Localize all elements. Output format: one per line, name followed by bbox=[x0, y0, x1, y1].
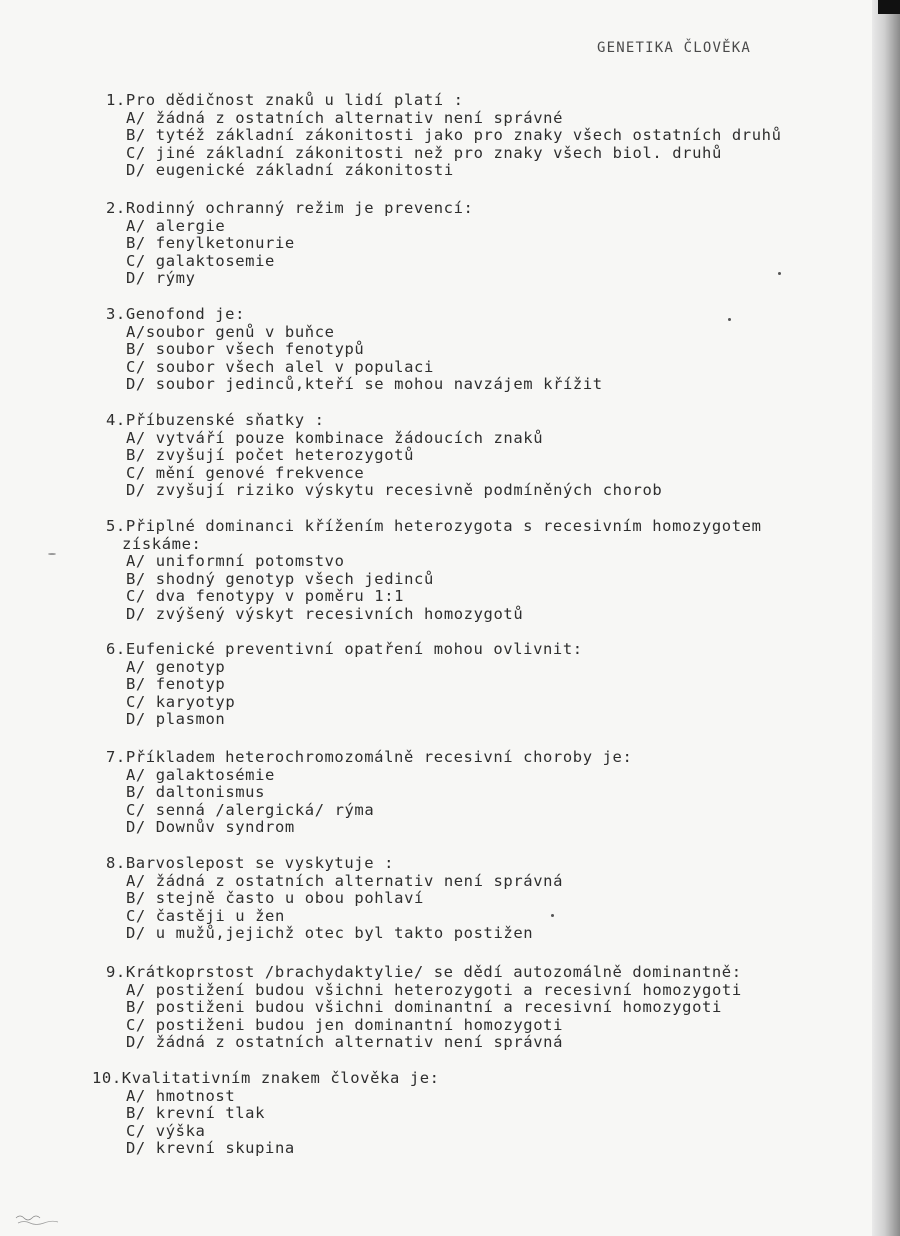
option-b: B/ fenotyp bbox=[126, 675, 226, 693]
scan-edge-shadow bbox=[872, 0, 900, 1236]
question-text-continued: získáme: bbox=[122, 534, 202, 553]
option-a: A/ alergie bbox=[126, 216, 226, 235]
question-8 bbox=[106, 855, 866, 943]
option-d: D/ u mužů,jejichž otec byl takto postižen bbox=[126, 924, 534, 942]
handwritten-mark-icon bbox=[14, 1212, 62, 1226]
option-c: C/ mění genové frekvence bbox=[126, 463, 365, 482]
option-b: B/ shodný genotyp všech jedinců bbox=[126, 569, 434, 588]
option-d: D/ zvyšují riziko výskytu recesivně podmíněných chorob bbox=[126, 481, 663, 499]
option-d: D/ žádná z ostatních alternativ není správná bbox=[126, 1033, 563, 1051]
question-3 bbox=[106, 306, 866, 394]
option-a: A/ postižení budou všichni heterozygoti a recesivní homozygoti bbox=[126, 980, 742, 999]
scan-speck bbox=[778, 272, 781, 275]
option-a: A/ žádná z ostatních alternativ není správná bbox=[126, 871, 563, 890]
question-text: 1.Pro dědičnost znaků u lidí platí : bbox=[106, 91, 464, 109]
option-c: C/ dva fenotypy v poměru 1:1 bbox=[126, 587, 405, 605]
option-a: A/ uniformní potomstvo bbox=[126, 552, 345, 570]
option-d: D/ zvýšený výskyt recesivních homozygotů bbox=[126, 604, 524, 623]
option-c: C/ postiženi budou jen dominantní homozygoti bbox=[126, 1015, 563, 1034]
question-4 bbox=[106, 412, 866, 500]
option-b: B/ stejně často u obou pohlaví bbox=[126, 889, 424, 907]
option-a: A/ genotyp bbox=[126, 657, 226, 676]
option-a: A/ galaktosémie bbox=[126, 765, 275, 784]
option-b: B/ zvyšují počet heterozygotů bbox=[126, 446, 415, 464]
question-5 bbox=[106, 518, 866, 623]
option-b: B/ soubor všech fenotypů bbox=[126, 340, 365, 358]
option-c: C/ výška bbox=[126, 1121, 206, 1140]
question-6 bbox=[106, 641, 866, 729]
option-b: B/ fenylketonurie bbox=[126, 234, 295, 252]
option-c: C/ jiné základní zákonitosti než pro znaky všech biol. druhů bbox=[126, 143, 722, 162]
question-text: 10.Kvalitativním znakem člověka je: bbox=[92, 1069, 440, 1087]
option-a: A/soubor genů v buňce bbox=[126, 322, 335, 341]
scan-corner-mark bbox=[878, 0, 900, 14]
option-a: A/ žádná z ostatních alternativ není správné bbox=[126, 108, 563, 127]
option-d: D/ soubor jedinců,kteří se mohou navzájem křížit bbox=[126, 375, 603, 393]
option-c: C/ soubor všech alel v populaci bbox=[126, 357, 434, 376]
question-text: 4.Příbuzenské sňatky : bbox=[106, 411, 325, 429]
scan-speck bbox=[551, 914, 554, 917]
option-b: B/ tytéž základní zákonitosti jako pro znaky všech ostatních druhů bbox=[126, 126, 782, 144]
question-2 bbox=[106, 200, 866, 288]
question-text: 5.Připlné dominanci křížením heterozygota s recesivním homozygotem bbox=[106, 517, 762, 535]
question-9 bbox=[106, 964, 866, 1052]
page-title: GENETIKA ČLOVĚKA bbox=[597, 40, 752, 56]
option-c: C/ galaktosemie bbox=[126, 251, 275, 270]
option-a: A/ hmotnost bbox=[126, 1086, 236, 1105]
option-c: C/ častěji u žen bbox=[126, 906, 285, 925]
question-text: 6.Eufenické preventivní opatření mohou ovlivnit: bbox=[106, 640, 583, 658]
scan-speck bbox=[728, 318, 731, 321]
question-text: 3.Genofond je: bbox=[106, 305, 246, 323]
option-c: C/ senná /alergická/ rýma bbox=[126, 800, 375, 819]
option-d: D/ Downův syndrom bbox=[126, 818, 295, 836]
option-d: D/ eugenické základní zákonitosti bbox=[126, 161, 454, 179]
option-d: D/ krevní skupina bbox=[126, 1139, 295, 1157]
question-text: 2.Rodinný ochranný režim je prevencí: bbox=[106, 199, 474, 217]
option-a: A/ vytváří pouze kombinace žádoucích znaků bbox=[126, 428, 544, 447]
scan-speck bbox=[48, 553, 56, 555]
question-7 bbox=[106, 749, 866, 837]
option-b: B/ krevní tlak bbox=[126, 1104, 266, 1122]
question-10 bbox=[92, 1070, 852, 1158]
option-b: B/ postiženi budou všichni dominantní a recesivní homozygoti bbox=[126, 998, 722, 1016]
question-text: 9.Krátkoprstost /brachydaktylie/ se dědí autozomálně dominantně: bbox=[106, 963, 742, 981]
question-text: 7.Příkladem heterochromozomálně recesivní choroby je: bbox=[106, 748, 633, 766]
option-c: C/ karyotyp bbox=[126, 692, 236, 711]
option-d: D/ rýmy bbox=[126, 269, 196, 287]
question-1 bbox=[106, 92, 866, 180]
question-text: 8.Barvoslepost se vyskytuje : bbox=[106, 854, 395, 872]
option-b: B/ daltonismus bbox=[126, 783, 266, 801]
option-d: D/ plasmon bbox=[126, 710, 226, 728]
